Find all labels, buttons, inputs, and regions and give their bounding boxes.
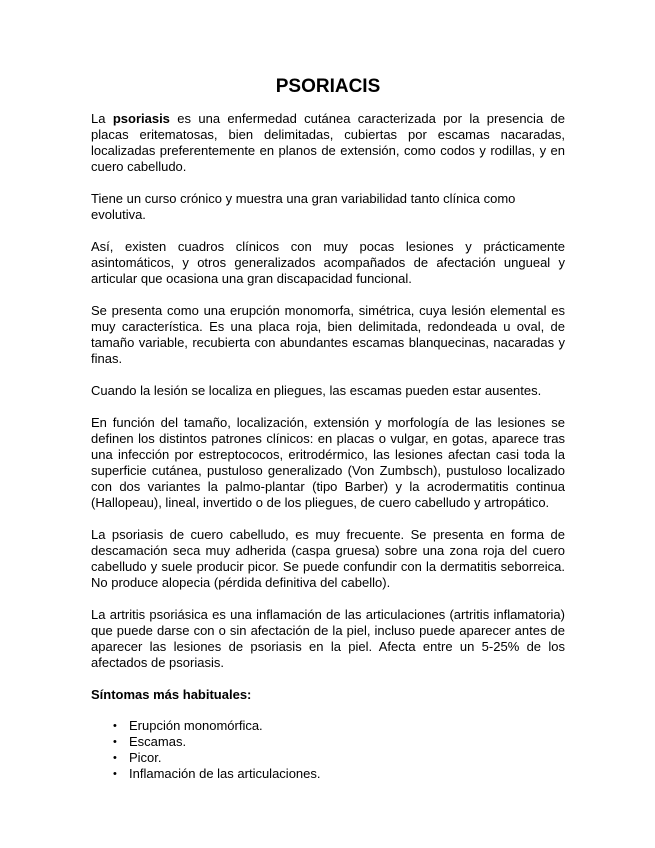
bullet-icon: • (113, 752, 117, 764)
list-item (91, 766, 565, 782)
symptoms-heading: Síntomas más habituales: (91, 687, 252, 702)
intro-term: psoriasis (112, 111, 170, 126)
intro-lead: La (91, 111, 113, 126)
symptom-text: Picor. (129, 750, 162, 765)
bullet-icon: • (113, 720, 117, 732)
paragraph-folds: Cuando la lesión se localiza en pliegues, las escamas pueden estar ausentes. (91, 383, 542, 398)
page-title: PSORIACIS (275, 76, 381, 97)
list-item (91, 750, 565, 766)
symptom-text: Erupción monomórfica. (129, 718, 263, 733)
bullet-icon: • (113, 768, 117, 780)
intro-paragraph (91, 111, 565, 175)
symptoms-list (91, 718, 565, 782)
list-item (91, 718, 565, 734)
paragraph-eruption: Se presenta como una erupción monomorfa, simétrica, cuya lesión elemental es muy característica. Es una placa roja, bien delimitada, redondeada u oval, de tamaño variable, recubierta con abundantes escamas blanquecinas, nacaradas y finas. (91, 303, 565, 366)
paragraph-scalp: La psoriasis de cuero cabelludo, es muy frecuente. Se presenta en forma de descamación seca muy adherida (caspa gruesa) sobre una zona roja del cuero cabelludo y suele producir picor. Se puede confundir con la dermatitis seborreica. No produce alopecia (pérdida definitiva del cabello). (91, 527, 565, 590)
paragraph-patterns: En función del tamaño, localización, extensión y morfología de las lesiones se definen los distintos patrones clínicos: en placas o vulgar, en gotas, aparece tras una infección por estreptococos, eritrodérmico, las lesiones afectan casi toda la superficie cutánea, pustuloso generalizado (Von Zumbsch), pustuloso localizado con dos variantes la palmo-plantar (tipo Barber) y la acrodermatitis continua (Hallopeau), lineal, invertido o de los pliegues, de cuero cabelludo y artropático. (91, 415, 565, 510)
document-page (91, 75, 565, 782)
paragraph-clinical: Así, existen cuadros clínicos con muy pocas lesiones y prácticamente asintomáticos, y otros generalizados acompañados de afectación ungueal y articular que ocasiona una gran discapacidad funcional. (91, 239, 565, 286)
bullet-icon: • (113, 736, 117, 748)
paragraph-course: Tiene un curso crónico y muestra una gran variabilidad tanto clínica como evolutiva. (91, 191, 516, 222)
list-item (91, 734, 565, 750)
symptom-text: Escamas. (129, 734, 187, 749)
intro-rest: es una enfermedad cutánea caracterizada por la presencia de placas eritematosas, bien delimitadas, cubiertas por escamas nacaradas, localizadas preferentemente en planos de extensión, como codos y rodillas, y en cuero cabelludo. (91, 111, 565, 174)
paragraph-arthritis: La artritis psoriásica es una inflamación de las articulaciones (artritis inflamatoria) que puede darse con o sin afectación de la piel, incluso puede aparecer antes de aparecer las lesiones de psoriasis en la piel. Afecta entre un 5-25% de los afectados de psoriasis. (91, 607, 565, 670)
symptom-text: Inflamación de las articulaciones. (129, 766, 321, 781)
